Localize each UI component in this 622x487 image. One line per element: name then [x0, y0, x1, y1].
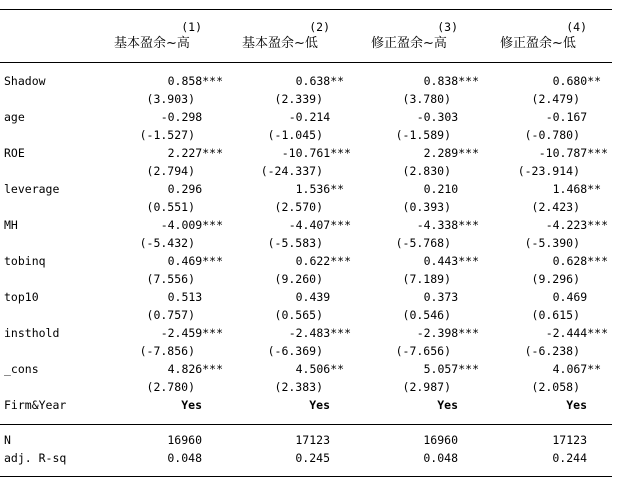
fixed-effect-value: Yes	[309, 398, 330, 412]
t-statistic: (2.987)	[402, 380, 451, 394]
t-statistic: (-6.238)	[524, 344, 580, 358]
coefficient: 0.622***	[295, 254, 351, 268]
coefficient: 0.443***	[423, 254, 479, 268]
row-label: insthold	[4, 326, 60, 340]
stat-label: adj. R-sq	[4, 451, 67, 465]
coefficient: 0.469***	[167, 254, 223, 268]
t-statistic: (-7.856)	[139, 344, 195, 358]
stat-value: 0.244	[552, 451, 587, 465]
column-number: (1)	[181, 20, 202, 34]
t-statistic: (-24.337)	[260, 164, 323, 178]
column-number: (4)	[566, 20, 587, 34]
row-label: top10	[4, 290, 39, 304]
column-title: 修正盈余~高	[371, 36, 447, 51]
coefficient: 4.067**	[552, 362, 608, 376]
t-statistic: (7.556)	[146, 272, 195, 286]
t-statistic: (-5.390)	[524, 236, 580, 250]
header-rule	[0, 62, 612, 63]
t-statistic: (0.546)	[402, 308, 451, 322]
t-statistic: (-6.369)	[267, 344, 323, 358]
column-title: 基本盈余~低	[242, 36, 318, 51]
column-title: 基本盈余~高	[114, 36, 190, 51]
row-label: Firm&Year	[4, 398, 67, 412]
t-statistic: (2.780)	[146, 380, 195, 394]
row-label: _cons	[4, 362, 39, 376]
stat-value: 17123	[295, 433, 330, 447]
coefficient: 1.536**	[295, 182, 351, 196]
t-statistic: (0.615)	[531, 308, 580, 322]
coefficient: 0.838***	[423, 74, 479, 88]
t-statistic: (-5.432)	[139, 236, 195, 250]
stat-value: 17123	[552, 433, 587, 447]
t-statistic: (2.794)	[146, 164, 195, 178]
t-statistic: (2.830)	[402, 164, 451, 178]
coefficient: 0.858***	[167, 74, 223, 88]
coefficient: -4.223***	[545, 218, 608, 232]
coefficient: 5.057***	[423, 362, 479, 376]
t-statistic: (-23.914)	[517, 164, 580, 178]
coefficient: -0.298	[160, 110, 223, 124]
coefficient: -0.303	[416, 110, 479, 124]
coefficient: -2.459***	[160, 326, 223, 340]
coefficient: -4.009***	[160, 218, 223, 232]
t-statistic: (2.570)	[274, 200, 323, 214]
row-label: age	[4, 110, 25, 124]
t-statistic: (-1.045)	[267, 128, 323, 142]
top-rule	[0, 9, 612, 10]
t-statistic: (2.383)	[274, 380, 323, 394]
coefficient: -10.787***	[538, 146, 608, 160]
bottom-rule	[0, 476, 612, 477]
stat-label: N	[4, 433, 11, 447]
coefficient: 4.826***	[167, 362, 223, 376]
coefficient: -0.167	[545, 110, 608, 124]
column-number: (2)	[309, 20, 330, 34]
t-statistic: (2.423)	[531, 200, 580, 214]
coefficient: -2.483***	[288, 326, 351, 340]
coefficient: -2.444***	[545, 326, 608, 340]
t-statistic: (-1.589)	[395, 128, 451, 142]
t-statistic: (2.058)	[531, 380, 580, 394]
t-statistic: (0.393)	[402, 200, 451, 214]
coefficient: -10.761***	[281, 146, 351, 160]
coefficient: 0.373	[423, 290, 479, 304]
stat-value: 0.048	[167, 451, 202, 465]
t-statistic: (-1.527)	[139, 128, 195, 142]
coefficient: 0.638**	[295, 74, 351, 88]
fixed-effect-value: Yes	[566, 398, 587, 412]
t-statistic: (3.903)	[146, 92, 195, 106]
coefficient: 2.227***	[167, 146, 223, 160]
stats-rule	[0, 424, 612, 425]
fixed-effect-value: Yes	[181, 398, 202, 412]
coefficient: -2.398***	[416, 326, 479, 340]
coefficient: -4.338***	[416, 218, 479, 232]
t-statistic: (9.260)	[274, 272, 323, 286]
stat-value: 16960	[167, 433, 202, 447]
coefficient: 0.469	[552, 290, 608, 304]
coefficient: 0.628***	[552, 254, 608, 268]
t-statistic: (-0.780)	[524, 128, 580, 142]
t-statistic: (2.339)	[274, 92, 323, 106]
fixed-effect-value: Yes	[437, 398, 458, 412]
coefficient: -4.407***	[288, 218, 351, 232]
stat-value: 16960	[423, 433, 458, 447]
t-statistic: (0.565)	[274, 308, 323, 322]
t-statistic: (3.780)	[402, 92, 451, 106]
coefficient: 0.296	[167, 182, 223, 196]
coefficient: 2.289***	[423, 146, 479, 160]
coefficient: -0.214	[288, 110, 351, 124]
row-label: Shadow	[4, 74, 46, 88]
t-statistic: (0.551)	[146, 200, 195, 214]
column-number: (3)	[437, 20, 458, 34]
coefficient: 0.439	[295, 290, 351, 304]
stat-value: 0.048	[423, 451, 458, 465]
coefficient: 1.468**	[552, 182, 608, 196]
t-statistic: (-5.768)	[395, 236, 451, 250]
t-statistic: (-7.656)	[395, 344, 451, 358]
t-statistic: (0.757)	[146, 308, 195, 322]
row-label: leverage	[4, 182, 60, 196]
t-statistic: (2.479)	[531, 92, 580, 106]
row-label: tobinq	[4, 254, 46, 268]
row-label: ROE	[4, 146, 25, 160]
column-title: 修正盈余~低	[500, 36, 576, 51]
coefficient: 0.210	[423, 182, 479, 196]
t-statistic: (7.189)	[402, 272, 451, 286]
stat-value: 0.245	[295, 451, 330, 465]
t-statistic: (9.296)	[531, 272, 580, 286]
coefficient: 0.513	[167, 290, 223, 304]
t-statistic: (-5.583)	[267, 236, 323, 250]
coefficient: 4.506**	[295, 362, 351, 376]
row-label: MH	[4, 218, 18, 232]
coefficient: 0.680**	[552, 74, 608, 88]
